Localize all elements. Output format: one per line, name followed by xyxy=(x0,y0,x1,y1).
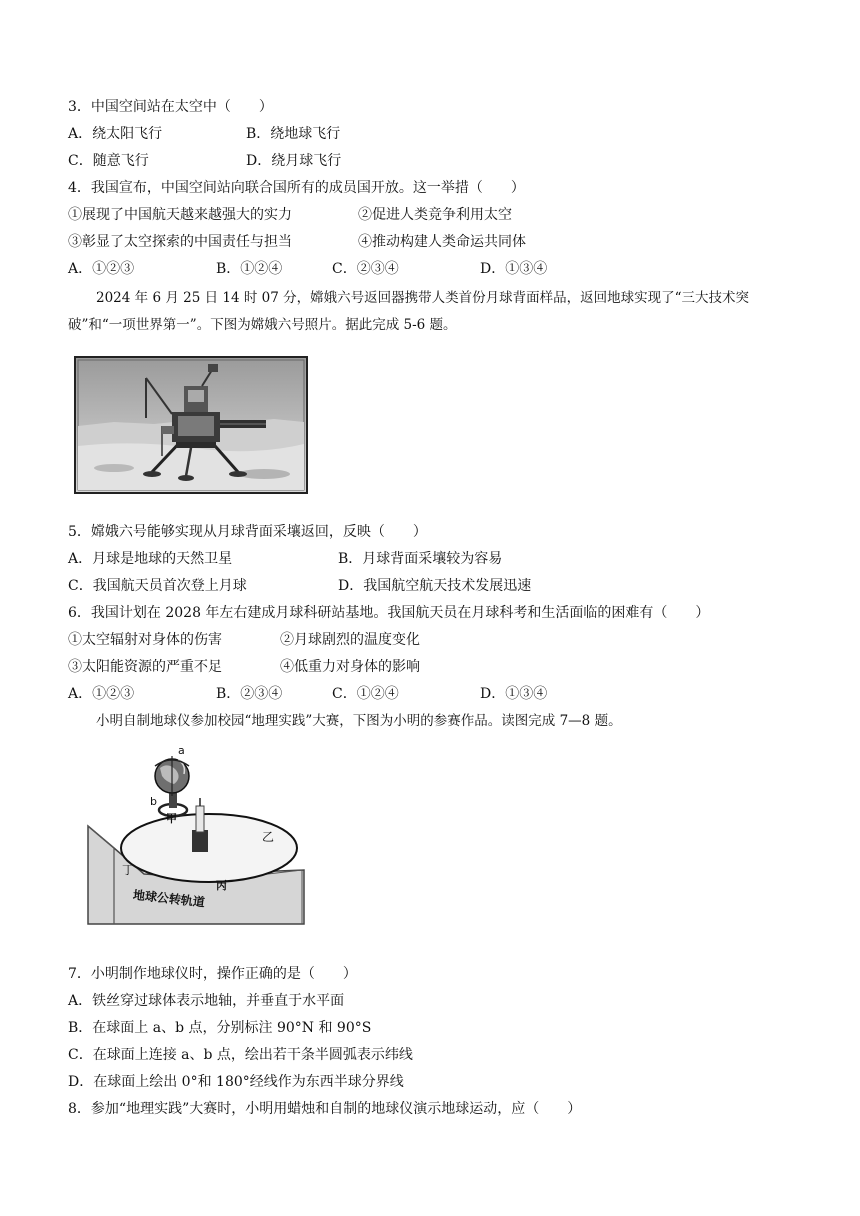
q4-option-d: D．①③④ xyxy=(480,261,548,277)
q5-option-b: B．月球背面采壤较为容易 xyxy=(338,551,503,567)
q3-option-c: C．随意飞行 xyxy=(68,153,149,169)
q6-statement-2: ②月球剧烈的温度变化 xyxy=(280,632,420,648)
q4-statement-1: ①展现了中国航天越来越强大的实力 xyxy=(68,207,292,223)
q6-statement-4: ④低重力对身体的影响 xyxy=(280,659,420,675)
orbit-label-jia: 甲 xyxy=(166,812,177,825)
q6-option-b: B．②③④ xyxy=(216,686,283,702)
q8-stem: 8．参加“地理实践”大赛时，小明用蜡烛和自制的地球仪演示地球运动，应（ ） xyxy=(68,1101,582,1117)
q3-option-a: A．绕太阳飞行 xyxy=(68,126,163,142)
q6-statement-3: ③太阳能资源的严重不足 xyxy=(68,659,222,675)
q4-option-a: A．①②③ xyxy=(68,261,135,277)
q3-option-d: D．绕月球飞行 xyxy=(246,153,342,169)
q7-option-d: D．在球面上绘出 0°和 180°经线作为东西半球分界线 xyxy=(68,1074,404,1090)
passage-change6-text: 2024 年 6 月 25 日 14 时 07 分，嫦娥六号返回器携带人类首份月球背面样品，返回地球实现了“三大技术突破”和“一项世界第一”。下图为嫦娥六号照片。据此完成 5-6 题。 xyxy=(68,290,750,333)
q7-option-c: C．在球面上连接 a、b 点，绘出若干条半圆弧表示纬线 xyxy=(68,1047,413,1063)
q4-stem: 4．我国宣布，中国空间站向联合国所有的成员国开放。这一举措（ ） xyxy=(68,180,525,196)
q5-option-a: A．月球是地球的天然卫星 xyxy=(68,551,233,567)
orbit-label-ding: 丁 xyxy=(122,863,135,877)
orbit-label-yi: 乙 xyxy=(262,830,275,844)
q5-stem: 5．嫦娥六号能够实现从月球背面采壤返回，反映（ ） xyxy=(68,524,427,540)
change6-photo xyxy=(74,356,308,494)
q6-statement-1: ①太空辐射对身体的伤害 xyxy=(68,632,222,648)
globe-orbit-figure xyxy=(84,744,306,926)
q6-stem: 6．我国计划在 2028 年左右建成月球科研站基地。我国航天员在月球科考和生活面临的困难有（ ） xyxy=(68,605,710,621)
q6-option-a: A．①②③ xyxy=(68,686,135,702)
q3-option-b: B．绕地球飞行 xyxy=(246,126,341,142)
q4-option-b: B．①②④ xyxy=(216,261,283,277)
passage-globe-text: 小明自制地球仪参加校园“地理实践”大赛，下图为小明的参赛作品。读图完成 7—8 题。 xyxy=(96,713,622,729)
q7-option-a: A．铁丝穿过球体表示地轴，并垂直于水平面 xyxy=(68,993,345,1009)
passage-globe xyxy=(68,708,792,735)
q4-statement-2: ②促进人类竞争利用太空 xyxy=(358,207,512,223)
globe-label-b: b xyxy=(150,795,157,808)
passage-change6 xyxy=(68,285,792,339)
q5-option-d: D．我国航空航天技术发展迅速 xyxy=(338,578,532,594)
q6-option-d: D．①③④ xyxy=(480,686,548,702)
orbit-caption: 地球公转轨道 xyxy=(132,887,206,910)
q7-option-b: B．在球面上 a、b 点，分别标注 90°N 和 90°S xyxy=(68,1020,372,1036)
q7-stem: 7．小明制作地球仪时，操作正确的是（ ） xyxy=(68,966,357,982)
q6-option-c: C．①②④ xyxy=(332,686,399,702)
orbit-label-bing: 丙 xyxy=(216,879,227,892)
q4-statement-4: ④推动构建人类命运共同体 xyxy=(358,234,526,250)
q5-option-c: C．我国航天员首次登上月球 xyxy=(68,578,247,594)
globe-label-a: a xyxy=(178,744,185,757)
q3-stem: 3．中国空间站在太空中（ ） xyxy=(68,99,273,115)
q4-statement-3: ③彰显了太空探索的中国责任与担当 xyxy=(68,234,292,250)
q4-option-c: C．②③④ xyxy=(332,261,399,277)
